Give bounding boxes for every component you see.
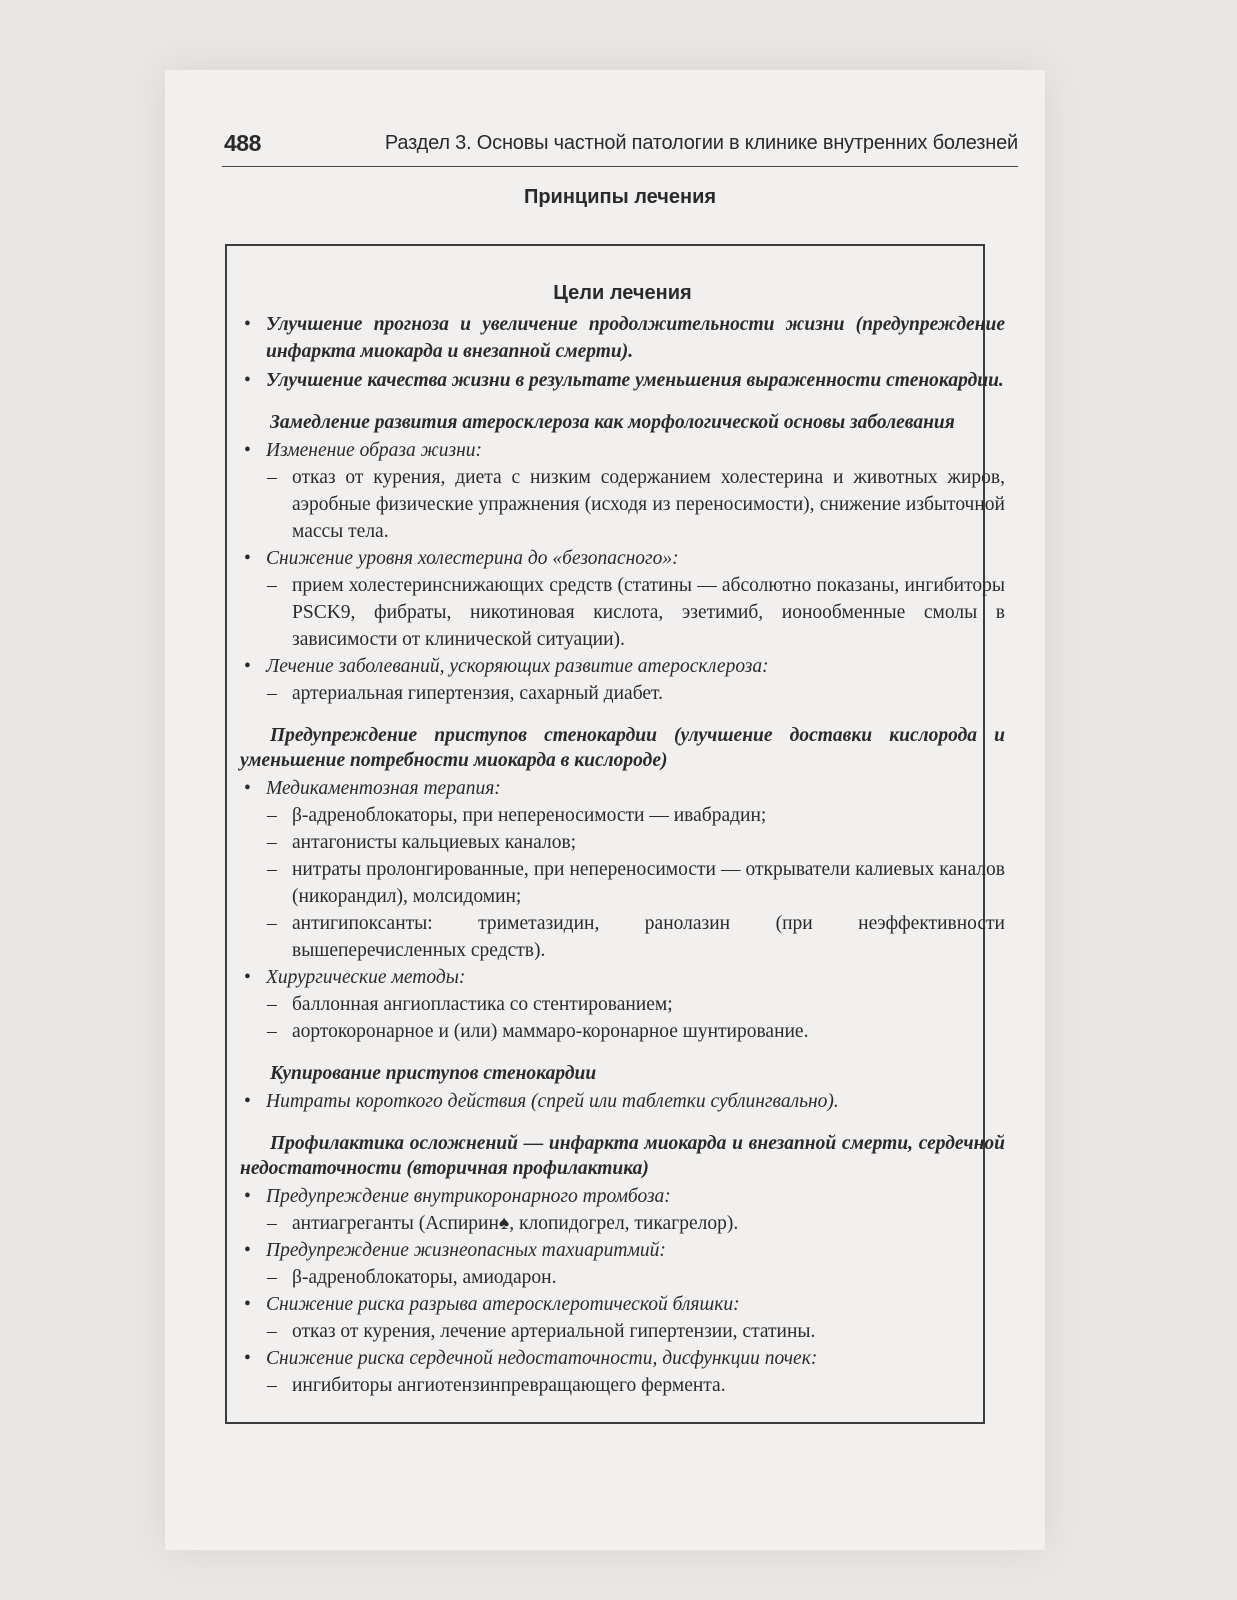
block-title: Предупреждение приступов стенокардии (улучшение доставки кислорода и уменьшение потребности миокарда в кислороде) bbox=[240, 725, 1005, 771]
bullet-item bbox=[240, 653, 1005, 680]
dash-marker: – bbox=[267, 1375, 277, 1396]
dash-item bbox=[240, 802, 1005, 829]
bullet-marker: • bbox=[244, 1348, 251, 1369]
dash-marker: – bbox=[267, 575, 277, 596]
bullet-label: Снижение уровня холестерина до «безопасного»: bbox=[266, 548, 679, 569]
goal-item bbox=[240, 311, 1005, 365]
bullet-item bbox=[240, 1345, 1005, 1372]
dash-marker: – bbox=[267, 805, 277, 826]
bullet-label: Предупреждение жизнеопасных тахиаритмий: bbox=[266, 1240, 666, 1261]
dash-item bbox=[240, 991, 1005, 1018]
dash-text: отказ от курения, лечение артериальной гипертензии, статины. bbox=[292, 1321, 816, 1342]
bullet-label: Хирургические методы: bbox=[266, 967, 466, 988]
dash-marker: – bbox=[267, 859, 277, 880]
dash-marker: – bbox=[267, 1213, 277, 1234]
bullet-marker: • bbox=[244, 314, 251, 335]
dash-item bbox=[240, 680, 1005, 707]
dash-text: аортокоронарное и (или) маммаро-коронарное шунтирование. bbox=[292, 1021, 809, 1042]
dash-marker: – bbox=[267, 1021, 277, 1042]
dash-text: нитраты пролонгированные, при непереносимости — открыватели калиевых каналов (никорандил), молсидомин; bbox=[292, 859, 1005, 907]
bullet-item bbox=[240, 545, 1005, 572]
bullet-marker: • bbox=[244, 1186, 251, 1207]
dash-item bbox=[240, 1210, 1005, 1237]
bullet-label: Изменение образа жизни: bbox=[266, 440, 483, 461]
dash-item bbox=[240, 829, 1005, 856]
bullet-marker: • bbox=[244, 548, 251, 569]
bullet-label: Снижение риска разрыва атеросклеротической бляшки: bbox=[266, 1294, 740, 1315]
bullet-item bbox=[240, 437, 1005, 464]
dash-item bbox=[240, 1372, 1005, 1399]
bullet-marker: • bbox=[244, 1294, 251, 1315]
page-number: 488 bbox=[224, 130, 261, 156]
dash-text: отказ от курения, диета с низким содержанием холестерина и животных жиров, аэробные физические упражнения (исходя из переносимости), снижение избыточной массы тела. bbox=[292, 467, 1005, 542]
treatment-blocks bbox=[240, 410, 1005, 1399]
bullet-marker: • bbox=[244, 778, 251, 799]
dash-text: β-адреноблокаторы, амиодарон. bbox=[292, 1267, 557, 1288]
bullet-item bbox=[240, 1183, 1005, 1210]
goal-text: Улучшение прогноза и увеличение продолжительности жизни (предупреждение инфаркта миокарда и внезапной смерти). bbox=[266, 314, 1005, 362]
dash-marker: – bbox=[267, 467, 277, 488]
bullet-marker: • bbox=[244, 656, 251, 677]
block-title: Купирование приступов стенокардии bbox=[270, 1063, 597, 1084]
bullet-marker: • bbox=[244, 1091, 251, 1112]
bullet-marker: • bbox=[244, 440, 251, 461]
bullet-label: Медикаментозная терапия: bbox=[266, 778, 501, 799]
block-title: Профилактика осложнений — инфаркта миокарда и внезапной смерти, сердечной недостаточности (вторичная профилактика) bbox=[240, 1133, 1005, 1179]
dash-item bbox=[240, 856, 1005, 910]
dash-marker: – bbox=[267, 1267, 277, 1288]
dash-text: ингибиторы ангиотензинпревращающего фермента. bbox=[292, 1375, 726, 1396]
dash-marker: – bbox=[267, 913, 277, 934]
dash-text: антиагреганты (Аспирин♠, клопидогрел, тикагрелор). bbox=[292, 1213, 739, 1234]
dash-marker: – bbox=[267, 683, 277, 704]
bullet-label: Лечение заболеваний, ускоряющих развитие атеросклероза: bbox=[266, 656, 769, 677]
bullet-item bbox=[240, 1237, 1005, 1264]
dash-item bbox=[240, 1018, 1005, 1045]
bullet-item bbox=[240, 1291, 1005, 1318]
bullet-label: Предупреждение внутрикоронарного тромбоза: bbox=[266, 1186, 671, 1207]
dash-item bbox=[240, 464, 1005, 545]
dash-text: артериальная гипертензия, сахарный диабет. bbox=[292, 683, 663, 704]
bullet-marker: • bbox=[244, 370, 251, 391]
dash-item bbox=[240, 1264, 1005, 1291]
bullet-marker: • bbox=[244, 967, 251, 988]
dash-text: антагонисты кальциевых каналов; bbox=[292, 832, 577, 853]
dash-text: антигипоксанты: триметазидин, ранолазин (при неэффективности вышеперечисленных средств). bbox=[292, 913, 1005, 961]
dash-item bbox=[240, 910, 1005, 964]
dash-item bbox=[240, 1318, 1005, 1345]
running-head: Раздел 3. Основы частной патологии в клинике внутренних болезней bbox=[384, 132, 1018, 154]
goal-text: Улучшение качества жизни в результате уменьшения выраженности стенокардии. bbox=[266, 370, 1004, 391]
dash-text: β-адреноблокаторы, при непереносимости — ивабрадин; bbox=[292, 805, 767, 826]
dash-item bbox=[240, 572, 1005, 653]
frame-content bbox=[240, 280, 1005, 1399]
bullet-label: Нитраты короткого действия (спрей или таблетки сублингвально). bbox=[266, 1091, 839, 1112]
bullet-item bbox=[240, 775, 1005, 802]
bullet-label: Снижение риска сердечной недостаточности, дисфункции почек: bbox=[266, 1348, 818, 1369]
dash-marker: – bbox=[267, 832, 277, 853]
bullet-item bbox=[240, 964, 1005, 991]
dash-text: прием холестеринснижающих средств (статины — абсолютно показаны, ингибиторы PSCK9, фибраты, никотиновая кислота, эзетимиб, ионообменные смолы в зависимости от клинической ситуации). bbox=[292, 575, 1005, 650]
bullet-item bbox=[240, 1088, 1005, 1115]
bullet-marker: • bbox=[244, 1240, 251, 1261]
goals-title: Цели лечения bbox=[553, 282, 692, 304]
section-title: Принципы лечения bbox=[523, 186, 717, 208]
dash-marker: – bbox=[267, 1321, 277, 1342]
dash-marker: – bbox=[267, 994, 277, 1015]
page-header bbox=[222, 128, 1018, 167]
goal-item bbox=[240, 367, 1005, 394]
dash-text: баллонная ангиопластика со стентированием; bbox=[292, 994, 673, 1015]
block-title: Замедление развития атеросклероза как морфологической основы заболевания bbox=[270, 412, 955, 433]
